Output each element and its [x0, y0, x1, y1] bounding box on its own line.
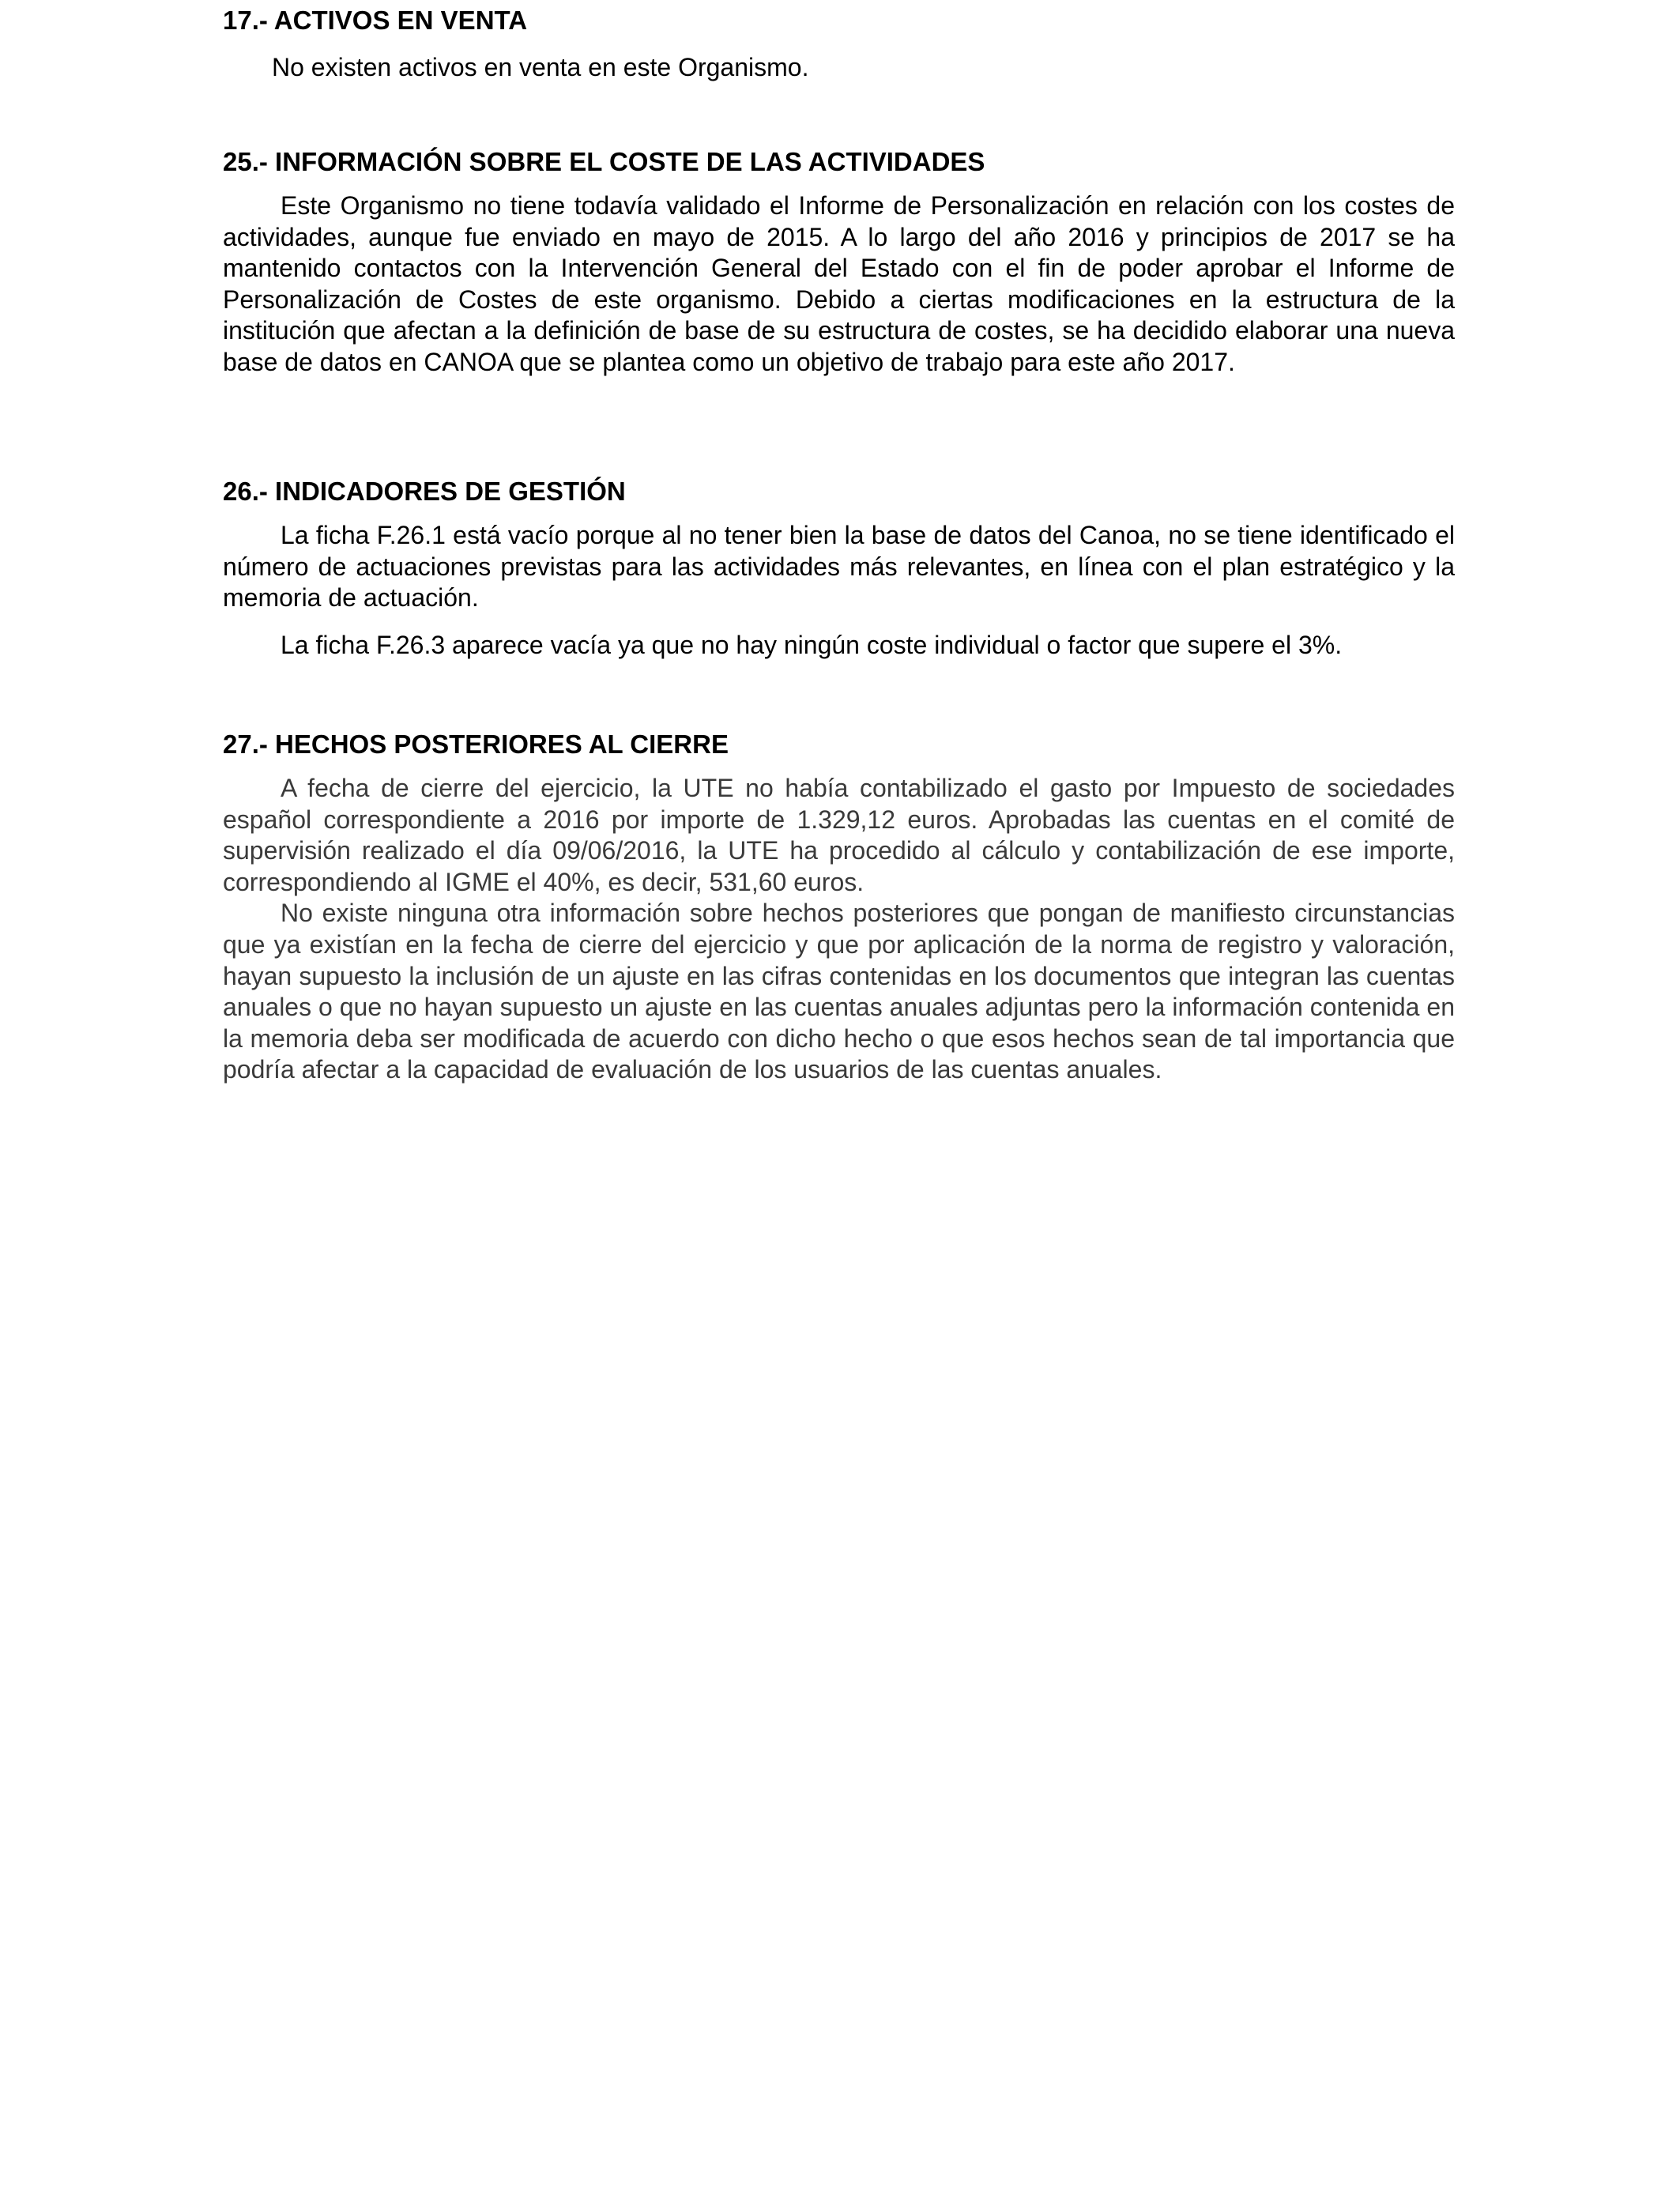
- section-indicadores-gestion: [223, 476, 1455, 661]
- paragraph: Este Organismo no tiene todavía validado el Informe de Personalización en relación con los costes de actividades, aunque fue enviado en mayo de 2015. A lo largo del año 2016 y principios de 2017 se ha mantenido contactos con la Intervención General del Estado con el fin de poder aprobar el Informe de Personalización de Costes de este organismo. Debido a ciertas modificaciones en la estructura de la institución que afectan a la definición de base de su estructura de costes, se ha decidido elaborar una nueva base de datos en CANOA que se plantea como un objetivo de trabajo para este año 2017.: [223, 191, 1455, 376]
- paragraph: La ficha F.26.1 está vacío porque al no tener bien la base de datos del Canoa, no se tiene identificado el número de actuaciones previstas para las actividades más relevantes, en línea con el plan estratégico y la memoria de actuación.: [223, 521, 1455, 613]
- section-coste-actividades: [223, 146, 1455, 379]
- section-title: 27.- HECHOS POSTERIORES AL CIERRE: [223, 729, 729, 759]
- section-hechos-posteriores: [223, 729, 1455, 1086]
- section-title: 25.- INFORMACIÓN SOBRE EL COSTE DE LAS ACTIVIDADES: [223, 147, 985, 176]
- paragraph: La ficha F.26.3 aparece vacía ya que no hay ningún coste individual o factor que supere el 3%.: [281, 630, 1343, 659]
- paragraph: A fecha de cierre del ejercicio, la UTE no había contabilizado el gasto por Impuesto de sociedades español correspondiente a 2016 por importe de 1.329,12 euros. Aprobadas las cuentas en el comité de supervisión realizado el día 09/06/2016, la UTE ha procedido al cálculo y contabilización de ese importe, correspondiendo al IGME el 40%, es decir, 531,60 euros.: [223, 774, 1455, 896]
- paragraph: No existen activos en venta en este Organismo.: [272, 53, 809, 81]
- section-activos-en-venta: [223, 5, 1455, 84]
- paragraph: No existe ninguna otra información sobre hechos posteriores que pongan de manifiesto circunstancias que ya existían en la fecha de cierre del ejercicio y que por aplicación de la norma de registro y valoración, hayan supuesto la inclusión de un ajuste en las cifras contenidas en los documentos que integran las cuentas anuales o que no hayan supuesto un ajuste en las cuentas anuales adjuntas pero la información contenida en la memoria deba ser modificada de acuerdo con dicho hecho o que esos hechos sean de tal importancia que podría afectar a la capacidad de evaluación de los usuarios de las cuentas anuales.: [223, 899, 1455, 1084]
- section-title: 17.- ACTIVOS EN VENTA: [223, 6, 528, 35]
- section-title: 26.- INDICADORES DE GESTIÓN: [223, 477, 626, 506]
